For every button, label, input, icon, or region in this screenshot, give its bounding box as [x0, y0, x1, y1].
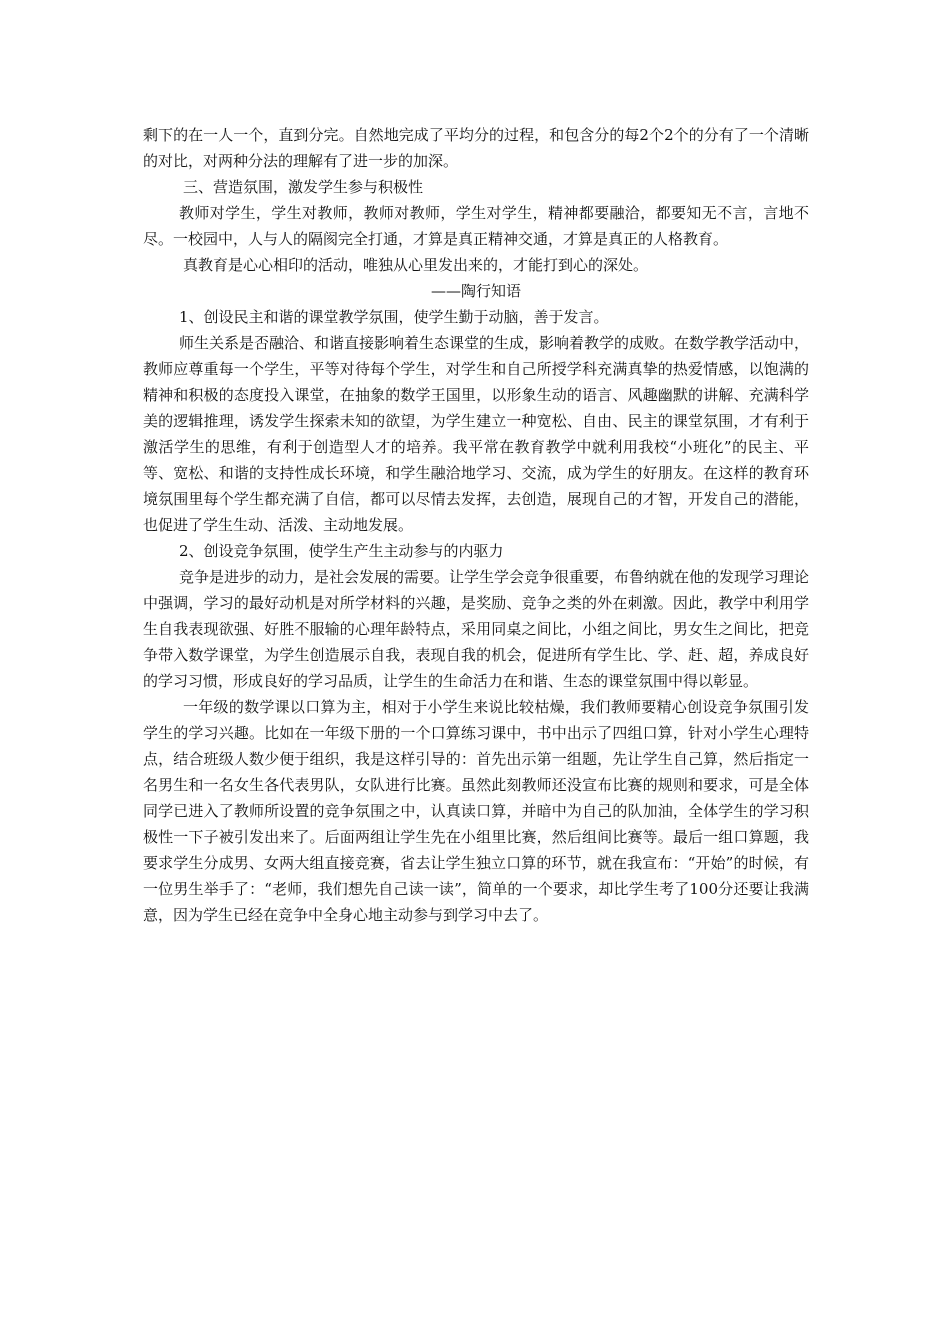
paragraph: 竞争是进步的动力，是社会发展的需要。让学生学会竞争很重要，布鲁纳就在他的发现学习理论中强调，学习的最好动机是对所学材料的兴趣，是奖励、竞争之类的外在刺激。因此，教学中利用学生自我表现欲强、好胜不服输的心理年龄特点，采用同桌之间比，小组之间比，男女生之间比，把竞争带入数学课堂，为学生创造展示自我，表现自我的机会，促进所有学生比、学、赶、超，养成良好的学习习惯，形成良好的学习品质，让学生的生命活力在和谐、生态的课堂氛围中得以彰显。	[143, 568, 810, 690]
document-body	[143, 122, 809, 928]
paragraph: 师生关系是否融洽、和谐直接影响着生态课堂的生成，影响着教学的成败。在数学教学活动中，教师应尊重每一个学生，平等对待每个学生，对学生和自己所授学科充满真挚的热爱情感，以饱满的精神和积极的态度投入课堂，在抽象的数学王国里，以形象生动的语言、风趣幽默的讲解、充满科学美的逻辑推理，诱发学生探索未知的欲望，为学生建立一种宽松、自由、民主的课堂氛围，才有利于激活学生的思维，有利于创造型人才的培养。我平常在教育教学中就利用我校“小班化”的民主、平等、宽松、和谐的支持性成长环境，和学生融洽地学习、交流，成为学生的好朋友。在这样的教育环境氛围里每个学生都充满了自信，都可以尽情去发挥，去创造，展现自己的才智，开发自己的潜能，也促进了学生生动、活泼、主动地发展。	[143, 334, 810, 534]
subsection-heading: 1、创设民主和谐的课堂教学氛围，使学生勤于动脑，善于发言。	[179, 308, 609, 326]
subsection-heading: 2、创设竞争氛围，使学生产生主动参与的内驱力	[179, 542, 504, 560]
quote: 真教育是心心相印的活动，唯独从心里发出来的，才能打到心的深处。	[183, 256, 649, 274]
paragraph-continuation: 剩下的在一人一个，直到分完。自然地完成了平均分的过程，和包含分的每2个2个的分有了一个清晰的对比，对两种分法的理解有了进一步的加深。	[143, 126, 809, 170]
section-heading: 三、营造氛围，激发学生参与积极性	[183, 178, 424, 196]
quote-attribution: ——陶行知语	[430, 282, 521, 300]
paragraph: 一年级的数学课以口算为主，相对于小学生来说比较枯燥，我们教师要精心创设竞争氛围引发学生的学习兴趣。比如在一年级下册的一个口算练习课中，书中出示了四组口算，针对小学生心理特点，结合班级人数少便于组织，我是这样引导的：首先出示第一组题，先让学生自己算，然后指定一名男生和一名女生各代表男队，女队进行比赛。虽然此刻教师还没宣布比赛的规则和要求，可是全体同学已进入了教师所设置的竞争氛围之中，认真读口算，并暗中为自己的队加油，全体学生的学习积极性一下子被引发出来了。后面两组让学生先在小组里比赛，然后组间比赛等。最后一组口算题，我要求学生分成男、女两大组直接竞赛，省去让学生独立口算的环节，就在我宣布：“开始”的时候，有一位男生举手了：“老师，我们想先自己读一读”，简单的一个要求，却比学生考了100分还要让我满意，因为学生已经在竞争中全身心地主动参与到学习中去了。	[143, 698, 809, 924]
paragraph: 教师对学生，学生对教师，教师对教师，学生对学生，精神都要融洽，都要知无不言，言地不尽。一校园中，人与人的隔阂完全打通，才算是真正精神交通，才算是真正的人格教育。	[143, 204, 809, 248]
